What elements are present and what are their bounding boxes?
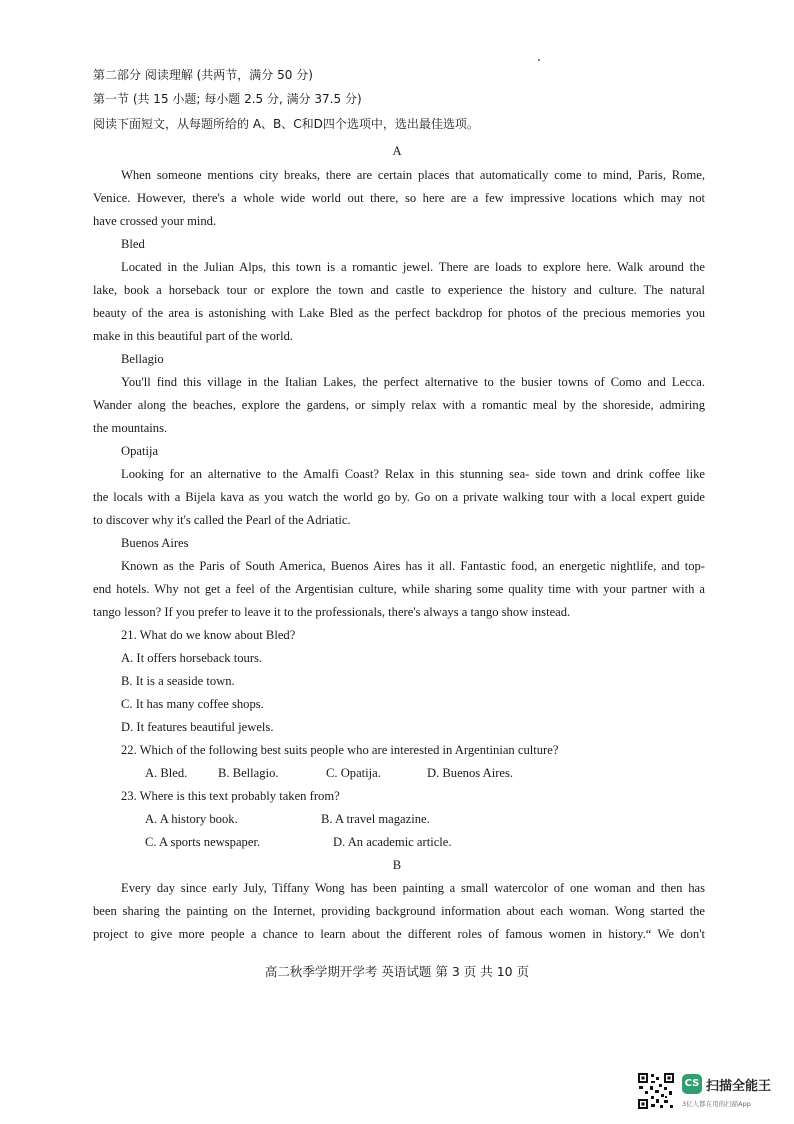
- question-stem-22: 22. Which of the following best suits people who are interested in Argentinian culture?: [121, 743, 559, 757]
- place-text-line: Located in the Julian Alps, this town is a romantic jewel. There are loads to explore here. Walk around the: [121, 260, 705, 274]
- place-text-line: to discover why it's called the Pearl of the Adriatic.: [93, 513, 351, 527]
- passage-a-intro-line: have crossed your mind.: [93, 214, 217, 228]
- question-option: D. Buenos Aires.: [427, 766, 514, 780]
- passage-b-letter: B: [392, 858, 402, 872]
- question-option: B. Bellagio.: [218, 766, 279, 780]
- scanner-app-tagline: 3亿人都在用的扫描App: [682, 1100, 751, 1108]
- question-option: A. It offers horseback tours.: [121, 651, 263, 665]
- question-stem-21: 21. What do we know about Bled?: [121, 628, 296, 642]
- passage-a-letter: A: [392, 144, 402, 158]
- question-option: D. An academic article.: [333, 835, 452, 849]
- passage-b-line: been sharing the painting on the Internet, providing background information about each woman. Wong started the: [93, 904, 705, 918]
- scan-speck: [538, 59, 540, 61]
- instruction-text: 阅读下面短文，从每题所给的 A、B、C和D四个选项中，选出最佳选项。: [93, 117, 479, 131]
- place-text-line: make in this beautiful part of the world.: [93, 329, 294, 343]
- question-option: C. Opatija.: [326, 766, 381, 780]
- section-heading: 第一节 (共 15 小题; 每小题 2.5 分, 满分 37.5 分): [93, 92, 362, 106]
- passage-a-intro-line: When someone mentions city breaks, there are certain places that automatically come to mind, Paris, Rome,: [121, 168, 705, 182]
- place-name-buenos-aires: Buenos Aires: [121, 536, 189, 550]
- place-text-line: end hotels. Why not get a feel of the Argentisian culture, while sharing some quality time with your partner with a: [93, 582, 705, 596]
- place-text-line: You'll find this village in the Italian Lakes, the perfect alternative to the busier towns of Como and Lecca.: [121, 375, 705, 389]
- place-text-line: beauty of the area is astonishing with Lake Bled as the perfect backdrop for photos of the precious memories you: [93, 306, 705, 320]
- question-stem-23: 23. Where is this text probably taken from?: [121, 789, 340, 803]
- place-name-bled: Bled: [121, 237, 145, 251]
- part-heading: 第二部分 阅读理解 (共两节，满分 50 分): [93, 68, 313, 82]
- passage-b-line: project to give more people a chance to learn about the different roles of famous women in history.“ We don't: [93, 927, 705, 941]
- qr-code-icon: [637, 1072, 675, 1110]
- place-text-line: tango lesson? If you prefer to leave it to the professionals, there's always a tango show instead.: [93, 605, 571, 619]
- place-name-bellagio: Bellagio: [121, 352, 164, 366]
- camscanner-logo-icon: CS: [682, 1074, 702, 1094]
- place-text-line: Known as the Paris of South America, Buenos Aires has it all. Fantastic food, an energetic nightlife, and top-: [121, 559, 705, 573]
- passage-a-intro-line: Venice. However, there's a whole wide world out there, so here are a few impressive locations which may not: [93, 191, 705, 205]
- question-option: A. Bled.: [145, 766, 188, 780]
- place-text-line: Wander along the beaches, explore the gardens, or simply relax with a romantic meal by the shoreside, admiring: [93, 398, 705, 412]
- question-option: B. A travel magazine.: [321, 812, 430, 826]
- question-option: B. It is a seaside town.: [121, 674, 235, 688]
- question-option: C. It has many coffee shops.: [121, 697, 264, 711]
- page-footer: 高二秋季学期开学考 英语试题 第 3 页 共 10 页: [264, 964, 530, 979]
- question-option: A. A history book.: [145, 812, 238, 826]
- passage-b-line: Every day since early July, Tiffany Wong has been painting a small watercolor of one woman and then has: [121, 881, 705, 895]
- place-text-line: the mountains.: [93, 421, 168, 435]
- place-name-opatija: Opatija: [121, 444, 159, 458]
- place-text-line: Looking for an alternative to the Amalfi Coast? Relax in this stunning sea- side town and drink coffee like: [121, 467, 705, 481]
- place-text-line: the locals with a Bijela kava as you watch the world go by. Go on a private walking tour with a local expert guide: [93, 490, 705, 504]
- question-option: C. A sports newspaper.: [145, 835, 261, 849]
- question-option: D. It features beautiful jewels.: [121, 720, 274, 734]
- place-text-line: lake, book a horseback tour or explore the town and castle to experience the history and culture. The natural: [93, 283, 705, 297]
- scanner-app-name: 扫描全能王: [706, 1079, 772, 1094]
